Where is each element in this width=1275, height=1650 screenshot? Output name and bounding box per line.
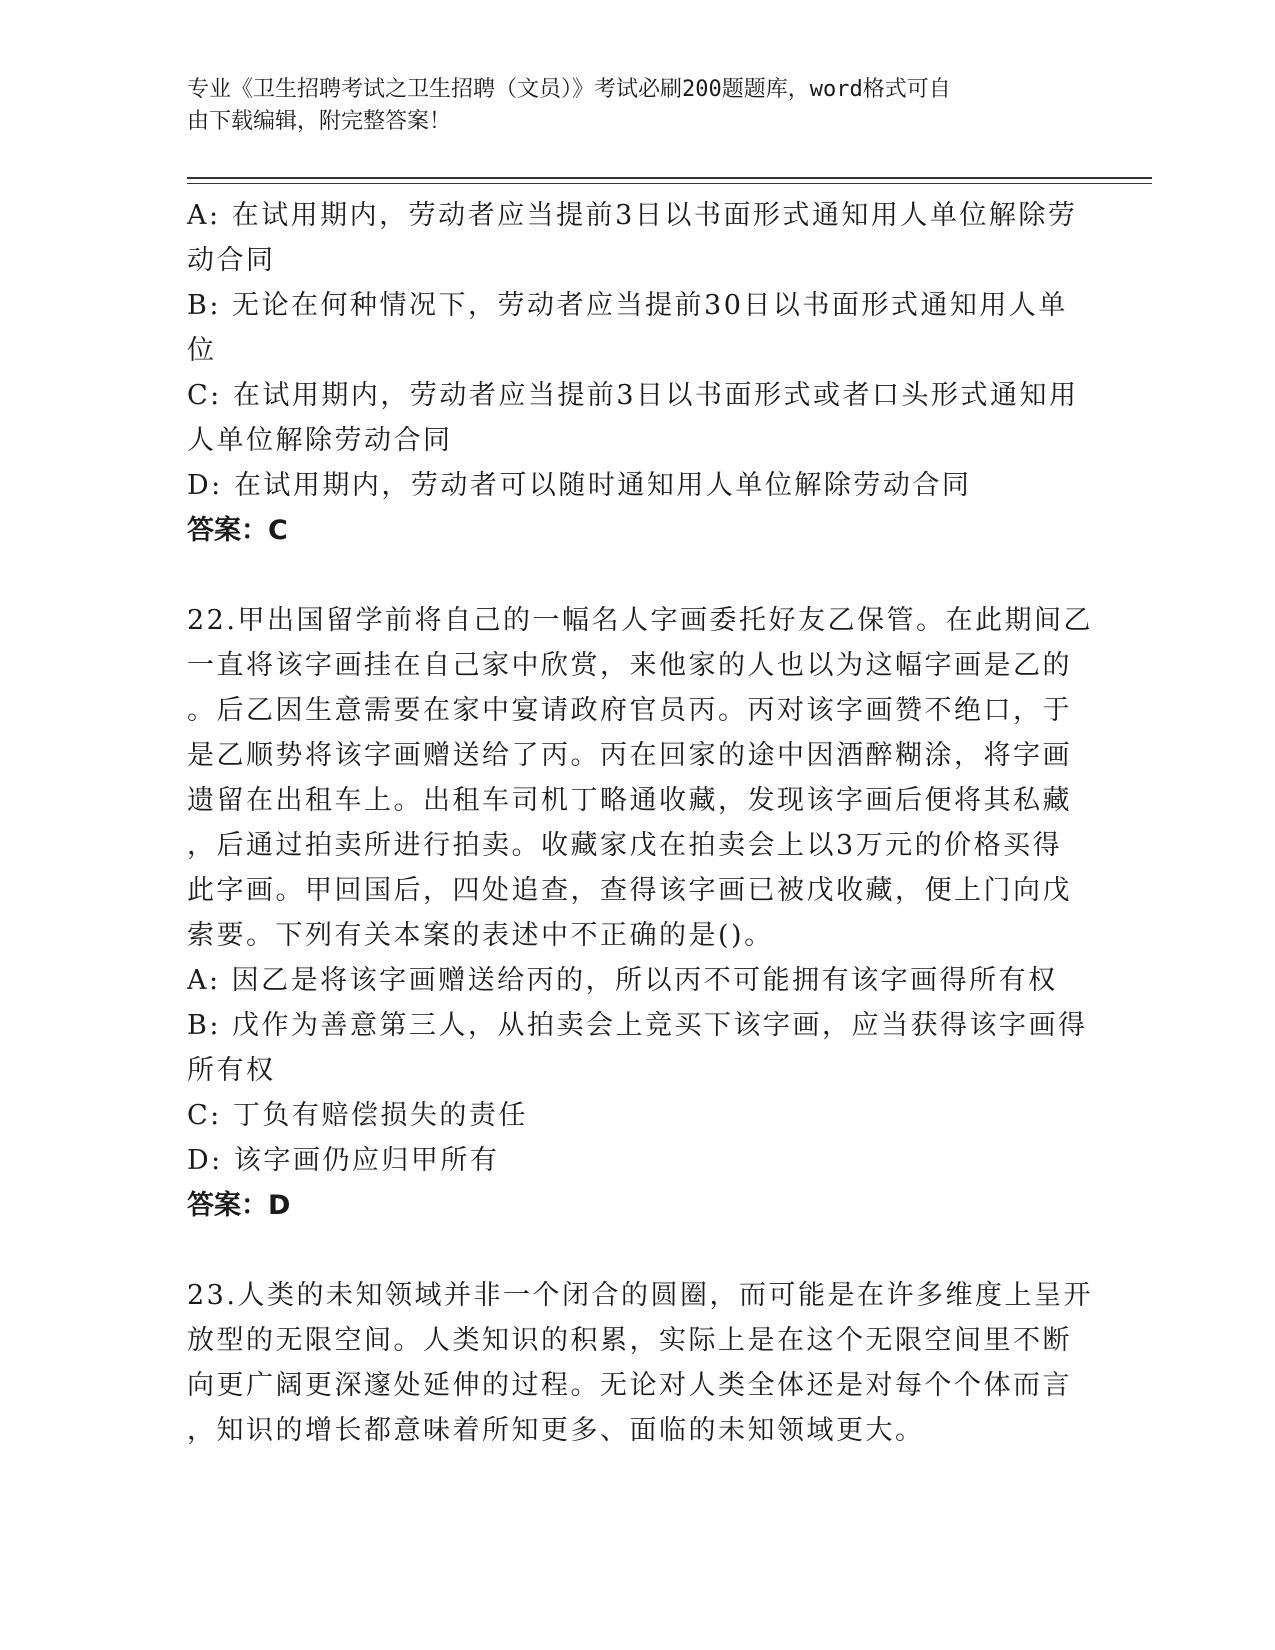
option-c-line-1: C: 在试用期内，劳动者应当提前3日以书面形式或者口头形式通知用	[187, 380, 1079, 411]
option-d-line-1: D: 该字画仍应归甲所有	[187, 1145, 500, 1176]
page-header	[187, 74, 1067, 138]
option-c-line-1: C: 丁负有赔偿损失的责任	[187, 1100, 528, 1131]
stem-line-2: 一直将该字画挂在自己家中欣赏，来他家的人也以为这幅字画是乙的	[187, 650, 1072, 681]
stem-line-5: 遗留在出租车上。出租车司机丁略通收藏，发现该字画后便将其私藏	[187, 785, 1072, 816]
stem-line-3: 。后乙因生意需要在家中宴请政府官员丙。丙对该字画赞不绝口，于	[187, 695, 1072, 726]
spacer	[187, 1228, 1077, 1273]
question-21-options	[187, 193, 1077, 508]
stem-line-1: 23.人类的未知领域并非一个闭合的圆圈，而可能是在许多维度上呈开	[187, 1280, 1093, 1311]
header-rule-thin	[187, 183, 1152, 184]
document-body	[187, 193, 1093, 1453]
question-22-answer: 答案：D	[187, 1190, 291, 1221]
option-a-line-1: A: 在试用期内，劳动者应当提前3日以书面形式通知用人单位解除劳	[187, 200, 1078, 231]
option-b-line-1: B: 戊作为善意第三人，从拍卖会上竞买下该字画，应当获得该字画得	[187, 1010, 1088, 1041]
stem-line-7: 此字画。甲回国后，四处追查，查得该字画已被戊收藏，便上门向戊	[187, 875, 1072, 906]
option-b-line-2: 位	[187, 335, 217, 366]
question-22-stem	[187, 598, 1093, 958]
question-22-options	[187, 958, 1088, 1183]
option-b-line-1: B: 无论在何种情况下，劳动者应当提前30日以书面形式通知用人单	[187, 290, 1068, 321]
stem-line-8: 索要。下列有关本案的表述中不正确的是()。	[187, 920, 774, 951]
stem-line-4: ，知识的增长都意味着所知更多、面临的未知领域更大。	[187, 1415, 925, 1446]
spacer	[187, 553, 1077, 598]
stem-line-1: 22.甲出国留学前将自己的一幅名人字画委托好友乙保管。在此期间乙	[187, 605, 1093, 636]
header-rule-thick	[187, 177, 1152, 179]
option-a-line-1: A: 因乙是将该字画赠送给丙的，所以丙不可能拥有该字画得所有权	[187, 965, 1058, 996]
header-line-1: 专业《卫生招聘考试之卫生招聘（文员）》考试必刷200题题库，word格式可自	[187, 77, 951, 102]
question-23-stem	[187, 1273, 1093, 1453]
stem-line-2: 放型的无限空间。人类知识的积累，实际上是在这个无限空间里不断	[187, 1325, 1072, 1356]
question-21-answer: 答案：C	[187, 515, 288, 546]
stem-line-6: ，后通过拍卖所进行拍卖。收藏家戊在拍卖会上以3万元的价格买得	[187, 830, 1063, 861]
option-c-line-2: 人单位解除劳动合同	[187, 425, 453, 456]
option-a-line-2: 动合同	[187, 245, 276, 276]
stem-line-3: 向更广阔更深邃处延伸的过程。无论对人类全体还是对每个个体而言	[187, 1370, 1072, 1401]
option-d-line-1: D: 在试用期内，劳动者可以随时通知用人单位解除劳动合同	[187, 470, 972, 501]
option-b-line-2: 所有权	[187, 1055, 276, 1086]
header-line-2: 由下载编辑，附完整答案！	[187, 109, 452, 134]
stem-line-4: 是乙顺势将该字画赠送给了丙。丙在回家的途中因酒醉糊涂，将字画	[187, 740, 1072, 771]
